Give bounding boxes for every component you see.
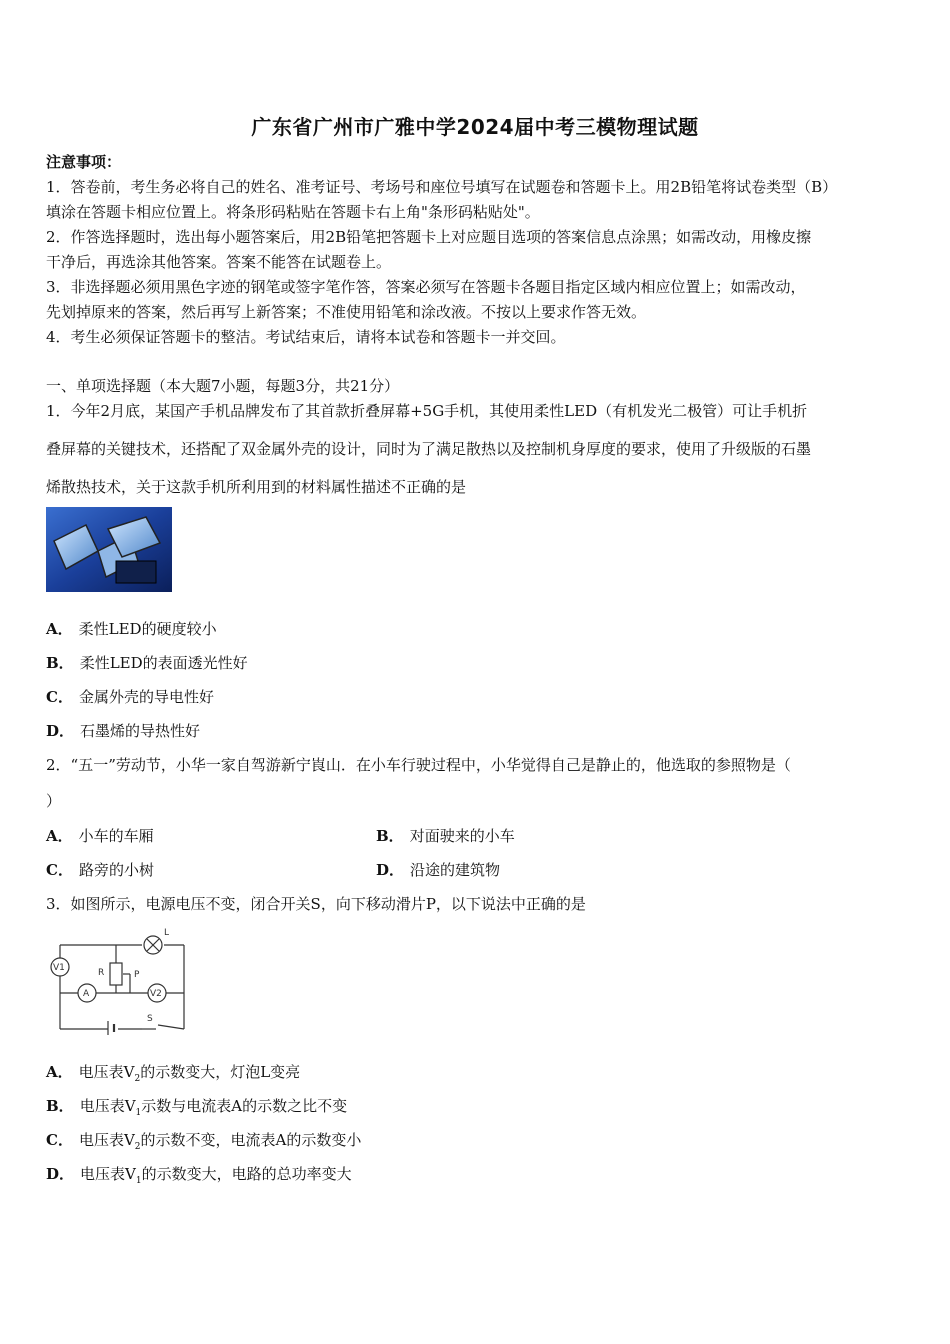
option-text: 沿途的建筑物	[410, 861, 501, 879]
notice-heading: 注意事项：	[46, 153, 122, 171]
option-text-post: 的示数不变，电流表A的示数变小	[140, 1131, 362, 1149]
option-text: 柔性LED的表面透光性好	[79, 654, 248, 672]
q1-option-b[interactable]	[46, 653, 248, 673]
q2-option-c[interactable]	[46, 860, 154, 880]
option-text-pre: 电压表V	[78, 1131, 135, 1149]
option-letter: A．	[46, 1063, 73, 1081]
q1-stem-line: 1．今年2月底，某国产手机品牌发布了其首款折叠屏幕+5G手机，其使用柔性LED（有机发光二极管）可让手机折	[46, 402, 808, 420]
notice-line: 填涂在答题卡相应位置上。将条形码粘贴在答题卡右上角"条形码粘贴处"。	[46, 203, 540, 221]
q1-option-c[interactable]	[46, 687, 214, 707]
option-letter: C．	[46, 1131, 73, 1149]
q3-option-b[interactable]	[46, 1096, 347, 1123]
option-text: 金属外壳的导电性好	[78, 688, 214, 706]
option-subscript: 1	[135, 1176, 142, 1186]
option-text: 对面驶来的小车	[409, 827, 515, 845]
option-text: 石墨烯的导热性好	[80, 722, 201, 740]
option-letter: B．	[376, 827, 404, 845]
meter-a-label: A	[83, 989, 90, 999]
option-letter: C．	[46, 688, 73, 706]
meter-v2-label: V2	[150, 989, 162, 999]
option-letter: A．	[46, 620, 73, 638]
q1-option-a[interactable]	[46, 619, 217, 639]
option-text-pre: 电压表V	[79, 1097, 136, 1115]
option-text: 路旁的小树	[78, 861, 154, 879]
q1-stem-line: 叠屏幕的关键技术，还搭配了双金属外壳的设计，同时为了满足散热以及控制机身厚度的要求，使用了升级版的石墨	[46, 440, 812, 458]
option-letter: A．	[46, 827, 73, 845]
foldable-phone-image	[46, 507, 172, 592]
option-letter: B．	[46, 654, 74, 672]
option-text: 小车的车厢	[78, 827, 154, 845]
notice-line: 4．考生必须保证答题卡的整洁。考试结束后，请将本试卷和答题卡一并交回。	[46, 328, 566, 346]
option-subscript: 2	[134, 1142, 141, 1152]
q3-option-d[interactable]	[46, 1164, 352, 1191]
resistor-label: R	[98, 968, 105, 978]
q3-option-a[interactable]	[46, 1062, 300, 1089]
option-letter: B．	[46, 1097, 74, 1115]
notice-line: 干净后，再选涂其他答案。答案不能答在试题卷上。	[46, 253, 392, 271]
option-letter: C．	[46, 861, 73, 879]
slider-label: P	[134, 970, 140, 980]
option-text: 柔性LED的硬度较小	[78, 620, 217, 638]
option-text-post: 的示数变大，灯泡L变亮	[140, 1063, 301, 1081]
q2-stem-line: ）	[46, 792, 62, 810]
q2-option-a[interactable]	[46, 826, 154, 846]
option-text-post: 的示数变大，电路的总功率变大	[141, 1165, 352, 1183]
option-text-pre: 电压表V	[78, 1063, 135, 1081]
option-letter: D．	[46, 722, 75, 740]
lamp-label: L	[164, 928, 170, 938]
q1-option-d[interactable]	[46, 721, 200, 741]
meter-v1-label: V1	[53, 963, 65, 973]
notice-line: 先划掉原来的答案，然后再写上新答案；不准使用铅笔和涂改液。不按以上要求作答无效。	[46, 303, 647, 321]
q3-option-c[interactable]	[46, 1130, 361, 1157]
switch-label: S	[147, 1014, 153, 1024]
option-subscript: 1	[135, 1108, 142, 1118]
q2-stem-line: 2．“五一”劳动节，小华一家自驾游新宁崀山．在小车行驶过程中，小华觉得自己是静止的，他选取的参照物是（	[46, 756, 791, 774]
section-heading: 一、单项选择题（本大题7小题，每题3分，共21分）	[46, 377, 400, 395]
page-title: 广东省广州市广雅中学2024届中考三模物理试题	[251, 115, 699, 139]
q1-stem-line: 烯散热技术，关于这款手机所利用到的材料属性描述不正确的是	[46, 478, 467, 496]
option-letter: D．	[46, 1165, 75, 1183]
option-letter: D．	[376, 861, 405, 879]
circuit-diagram	[46, 925, 192, 1035]
option-text-post: 示数与电流表A的示数之比不变	[141, 1097, 348, 1115]
q3-stem: 3．如图所示，电源电压不变，闭合开关S，向下移动滑片P，以下说法中正确的是	[46, 895, 586, 913]
option-text-pre: 电压表V	[80, 1165, 136, 1183]
notice-line: 2．作答选择题时，选出每小题答案后，用2B铅笔把答题卡上对应题目选项的答案信息点涂黑；如需改动，用橡皮擦	[46, 228, 812, 246]
notice-line: 3．非选择题必须用黑色字迹的钢笔或签字笔作答，答案必须写在答题卡各题目指定区域内相应位置上；如需改动，	[46, 278, 806, 296]
notice-line: 1．答卷前，考生务必将自己的姓名、准考证号、考场号和座位号填写在试题卷和答题卡上。用2B铅笔将试卷类型（B）	[46, 178, 838, 196]
option-subscript: 2	[134, 1074, 141, 1084]
q2-option-b[interactable]	[376, 826, 515, 846]
q2-option-d[interactable]	[376, 860, 500, 880]
